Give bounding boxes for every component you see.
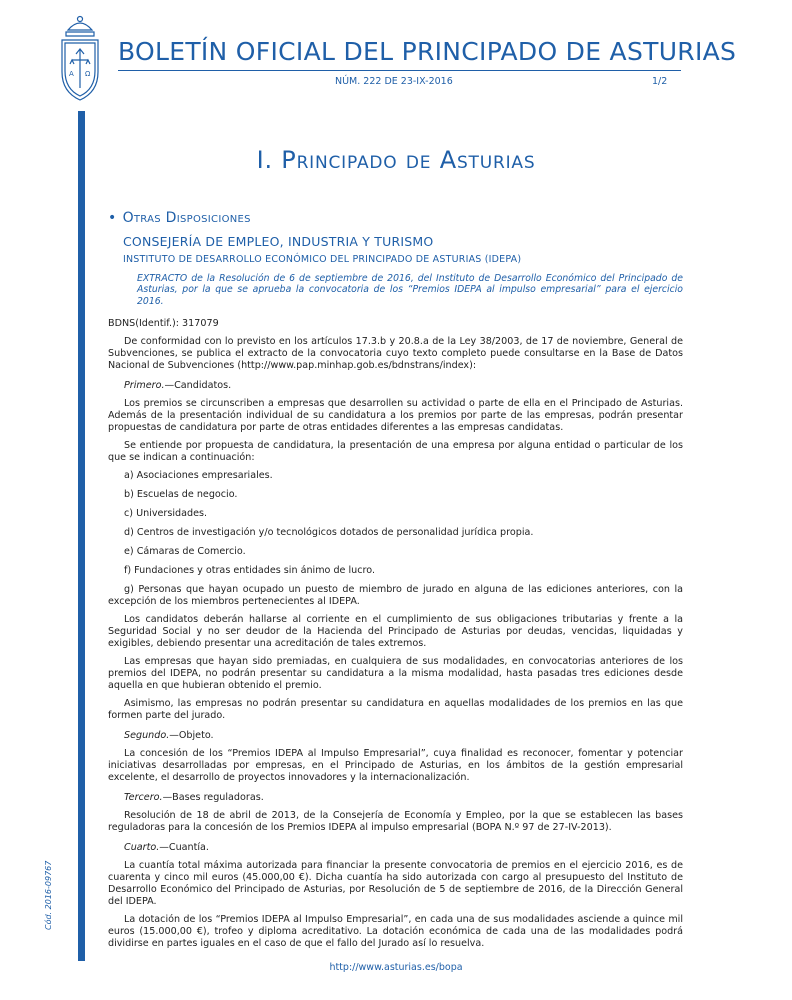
bulletin-title: BOLETÍN OFICIAL DEL PRINCIPADO DE ASTURIAS xyxy=(118,37,737,66)
institute-name: INSTITUTO DE DESARROLLO ECONÓMICO DEL PRINCIPADO DE ASTURIAS (IDEPA) xyxy=(123,254,522,265)
clause-heading: Tercero.—Bases reguladoras. xyxy=(124,792,264,803)
paragraph: Los premios se circunscriben a empresas que desarrollen su actividad o parte de ella en el Principado de Asturias. Además de la presentación individual de su candidatura a los premios por parte de las empresas, podrán presentar propuestas de candidatura por parte de otras entidades diferentes a las empresas candidatas. xyxy=(108,398,683,433)
paragraph: Se entiende por propuesta de candidatura, la presentación de una empresa por alguna entidad o particular de los que se indican a continuación: xyxy=(108,440,683,463)
list-item: b) Escuelas de negocio. xyxy=(124,489,238,500)
paragraph: Los candidatos deberán hallarse al corriente en el cumplimiento de sus obligaciones tributarias y frente a la Seguridad Social y no ser deudor de la Hacienda del Principado de Asturias por deudas, vencidas, liquidadas y exigibles, debiendo presentar una acreditación de tales extremos. xyxy=(108,614,683,649)
footer-url-link[interactable]: http://www.asturias.es/bopa xyxy=(329,962,463,973)
bdns-identifier: BDNS(Identif.): 317079 xyxy=(108,318,219,329)
clause-heading: Primero.—Candidatos. xyxy=(124,380,232,391)
list-item: e) Cámaras de Comercio. xyxy=(124,546,246,557)
paragraph: Resolución de 18 de abril de 2013, de la Consejería de Economía y Empleo, por la que se establecen las bases reguladoras para la concesión de los Premios IDEPA al impulso empresarial (BOPA N.º 97 de 27-IV-2013). xyxy=(108,810,683,833)
clause-heading: Cuarto.—Cuantía. xyxy=(124,842,209,853)
svg-text:A: A xyxy=(69,70,74,78)
extract-summary: EXTRACTO de la Resolución de 6 de septiembre de 2016, del Instituto de Desarrollo Económico del Principado de Asturias, por la que se aprueba la convocatoria de los “Premios IDEPA al impulso empresarial” para el ejercicio 2016. xyxy=(137,273,683,307)
issue-number: NÚM. 222 DE 23-IX-2016 xyxy=(335,76,453,87)
subsection-label: Otras Disposiciones xyxy=(122,210,251,226)
list-item: c) Universidades. xyxy=(124,508,208,519)
clause-heading: Segundo.—Objeto. xyxy=(124,730,214,741)
paragraph: Asimismo, las empresas no podrán presentar su candidatura en aquellas modalidades de los premios en las que formen parte del jurado. xyxy=(108,698,683,721)
header-divider xyxy=(118,70,681,71)
side-accent-bar xyxy=(78,111,85,961)
section-title: I. Principado de Asturias xyxy=(256,146,536,174)
bullet-icon: • xyxy=(108,210,117,226)
svg-text:Ω: Ω xyxy=(85,70,91,78)
list-item: d) Centros de investigación y/o tecnológicos dotados de personalidad jurídica propia. xyxy=(124,527,534,538)
list-item: a) Asociaciones empresariales. xyxy=(124,470,273,481)
paragraph: La concesión de los “Premios IDEPA al Impulso Empresarial”, cuya finalidad es reconocer, fomentar y potenciar iniciativas desarrolladas por empresas, en el Principado de Asturias, en los ámbitos de la gestión empresarial excelente, el desarrollo de proyectos innovadores y la internacionalización. xyxy=(108,748,683,783)
subsection-title xyxy=(108,210,251,226)
paragraph: Las empresas que hayan sido premiadas, en cualquiera de sus modalidades, en convocatorias anteriores de los premios del IDEPA, no podrán presentar su candidatura a la misma modalidad, hasta pasadas tres ediciones desde aquella en que hubieran obtenido el premio. xyxy=(108,656,683,691)
paragraph: La cuantía total máxima autorizada para financiar la presente convocatoria de premios en el ejercicio 2016, es de cuarenta y cinco mil euros (45.000,00 €). Dicha cuantía ha sido autorizada con cargo al presupuesto del Instituto de Desarrollo Económico del Principado de Asturias, por Resolución de 5 de septiembre de 2016, de la Dirección General del IDEPA. xyxy=(108,860,683,907)
page-number: 1/2 xyxy=(652,76,668,87)
document-code: Cód. 2016-09767 xyxy=(44,860,53,930)
paragraph: La dotación de los “Premios IDEPA al Impulso Empresarial”, en cada una de sus modalidades asciende a quince mil euros (15.000,00 €), trofeo y diploma acreditativo. La dotación económica de cada una de las modalidades podrá dividirse en partes iguales en el caso de que el fallo del Jurado así lo resuelva. xyxy=(108,914,683,949)
document-body xyxy=(108,318,683,956)
department-name: CONSEJERÍA DE EMPLEO, INDUSTRIA Y TURISMO xyxy=(123,234,434,249)
list-item: g) Personas que hayan ocupado un puesto de miembro de jurado en alguna de las ediciones anteriores, con la excepción de los miembros pertenecientes al IDEPA. xyxy=(108,584,683,607)
coat-of-arms-logo xyxy=(54,14,106,104)
list-item: f) Fundaciones y otras entidades sin ánimo de lucro. xyxy=(124,565,376,576)
paragraph: De conformidad con lo previsto en los artículos 17.3.b y 20.8.a de la Ley 38/2003, de 17 de noviembre, General de Subvenciones, se publica el extracto de la convocatoria cuyo texto completo puede consultarse en la Base de Datos Nacional de Subvenciones (http://www.pap.minhap.gob.es/bdnstrans/index): xyxy=(108,336,683,371)
